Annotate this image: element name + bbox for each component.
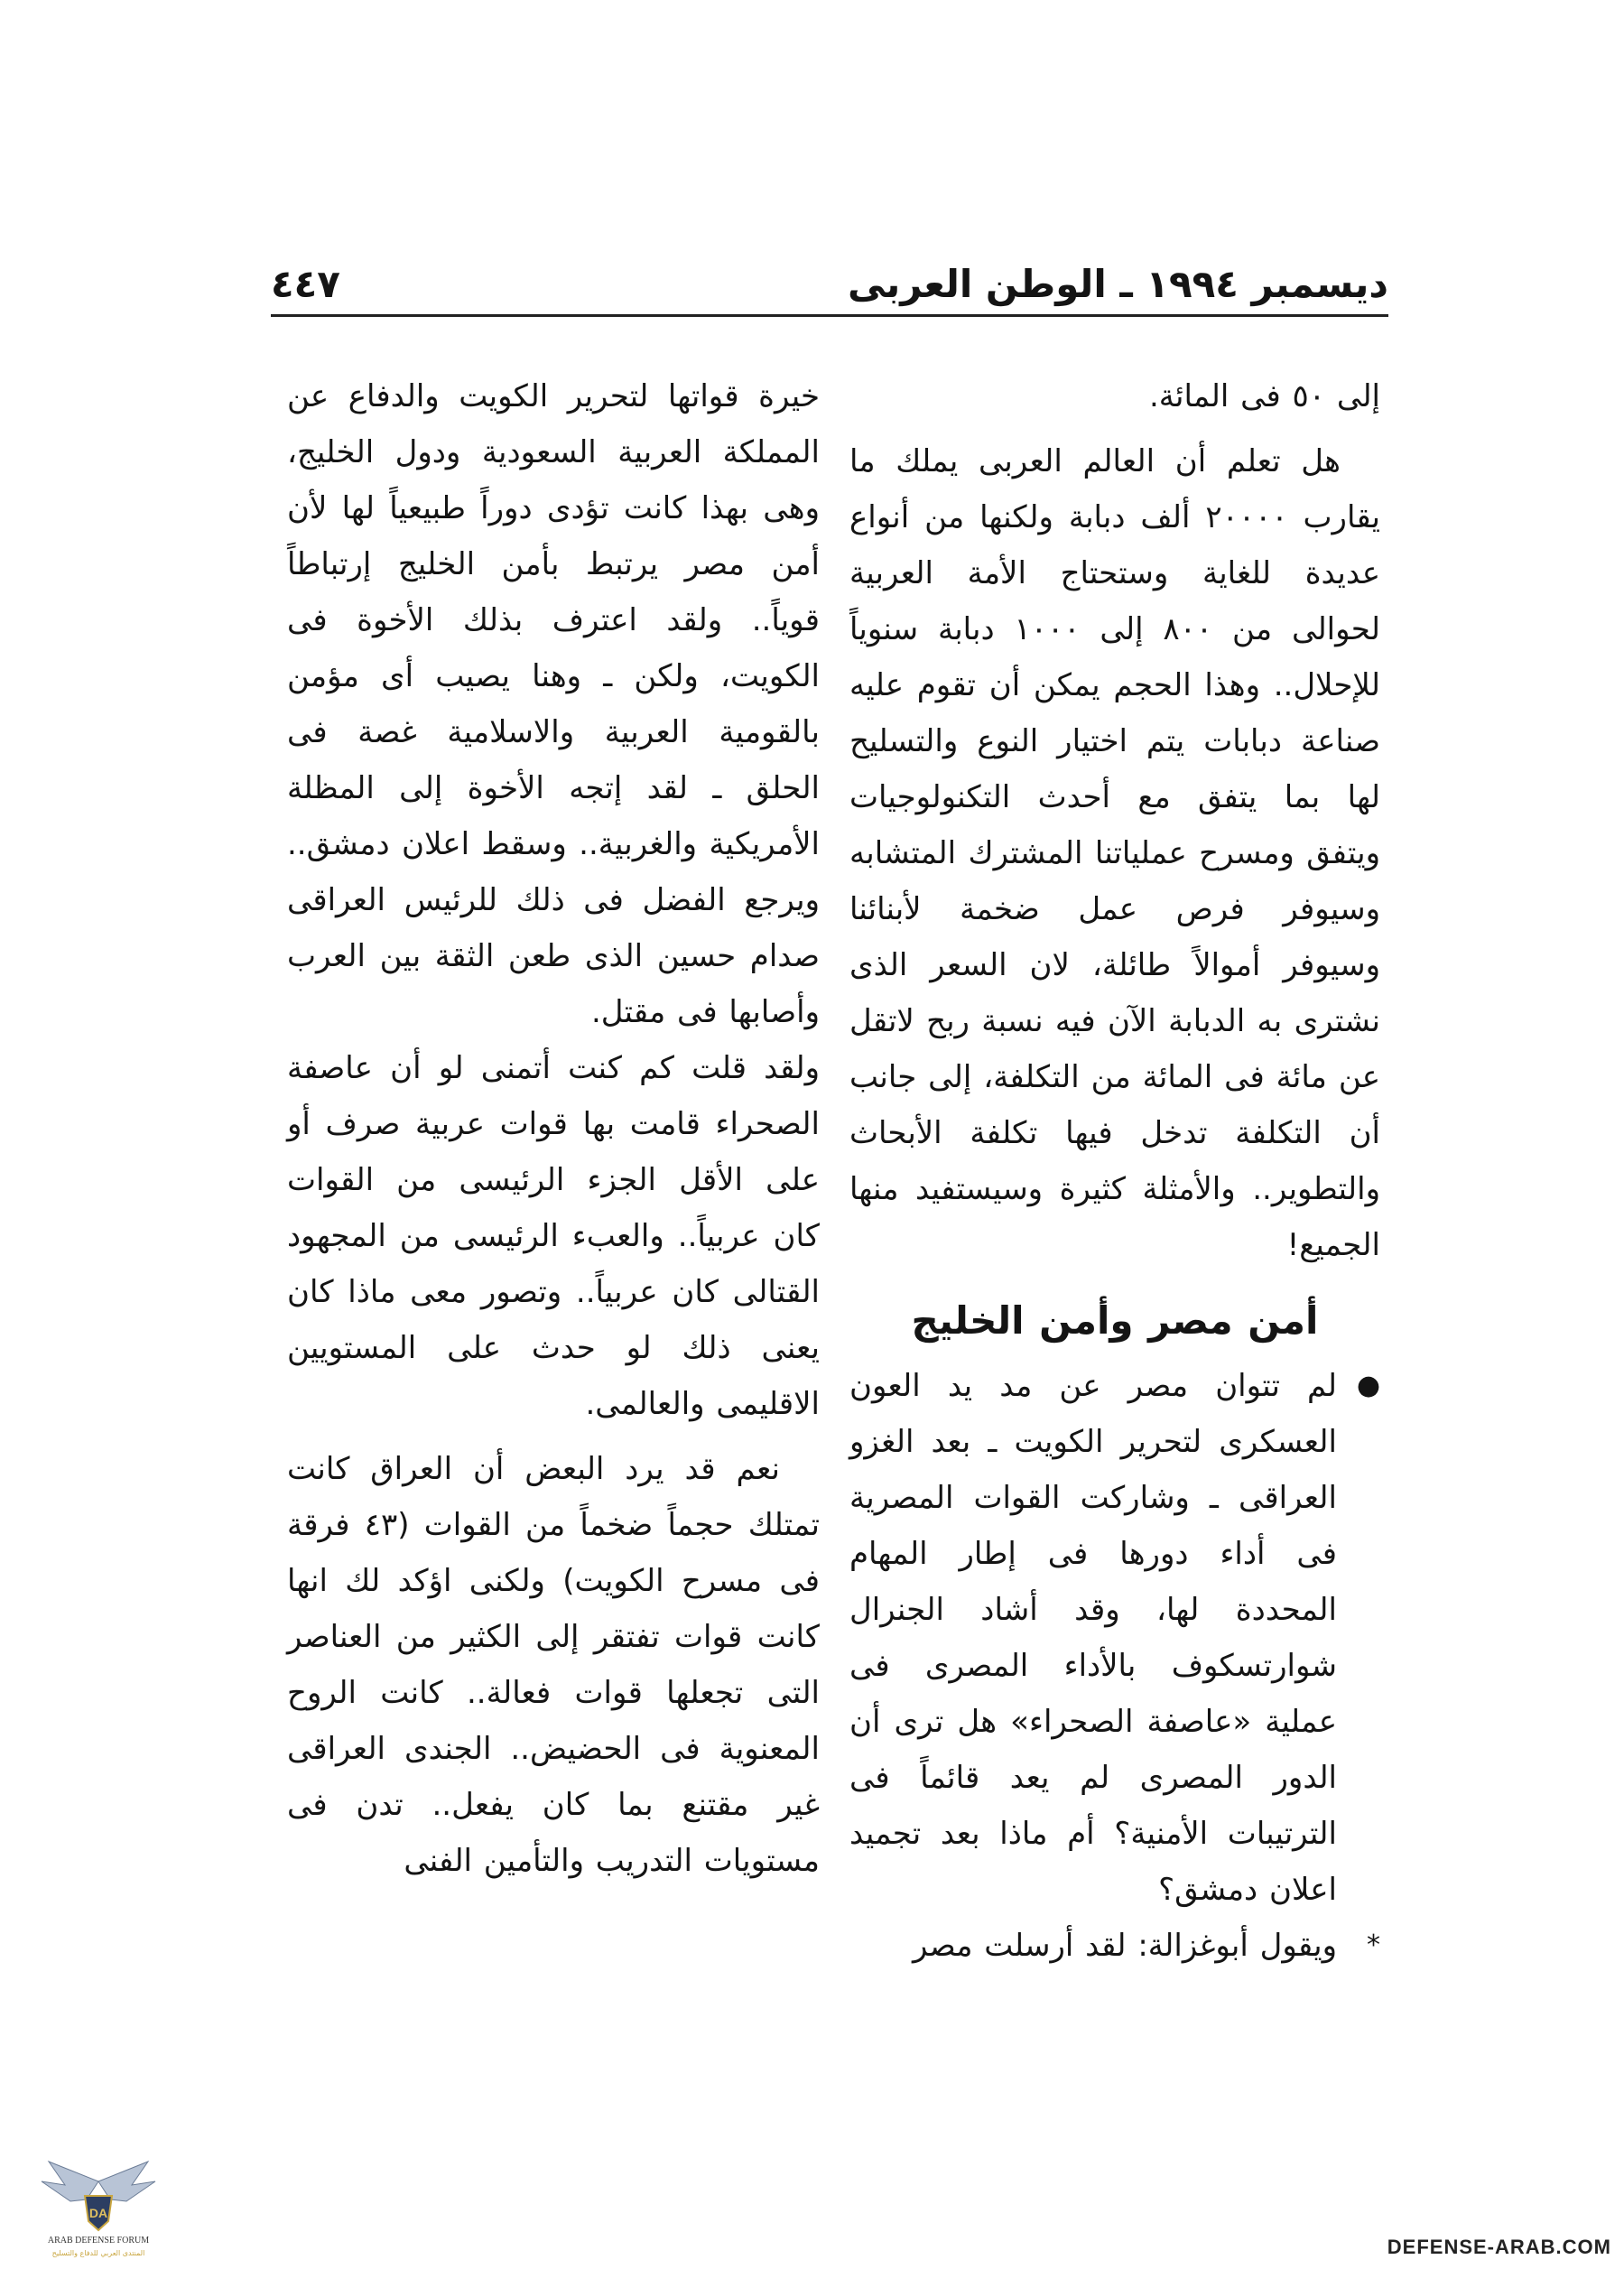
section-heading: أمن مصر وأمن الخليج bbox=[911, 1298, 1319, 1343]
paragraph-continuation: إلى ٥٠ فى المائة. bbox=[1148, 378, 1380, 414]
forum-logo bbox=[31, 2154, 166, 2261]
header-divider bbox=[271, 314, 1388, 317]
logo-arabic: المنتدى العربي للدفاع والتسليح bbox=[51, 2249, 145, 2257]
logo-name: ARAB DEFENSE FORUM bbox=[47, 2236, 150, 2246]
left-column bbox=[287, 368, 820, 1889]
paragraph-gulf-security: خيرة قواتها لتحرير الكويت والدفاع عن المملكة العربية السعودية ودول الخليج، وهى بهذا كانت تؤدى دوراً طبيعياً لها لأن أمن مصر يرتبط بأمن الخليج إرتباطاً قوياً.. ولقد اعترف بذلك الأخوة فى الكويت، ولكن ـ وهنا يصيب أى مؤمن بالقومية العربية والاسلامية غصة فى الحلق ـ لقد إتجه الأخوة إلى المظلة الأمريكية والغربية.. وسقط اعلان دمشق.. ويرجع الفضل فى ذلك للرئيس العراقى صدام حسين الذى طعن الثقة بين العرب وأصابها فى مقتل. bbox=[287, 378, 820, 1030]
running-title: ديسمبر ١٩٩٤ ـ الوطن العربى bbox=[847, 262, 1388, 306]
answer-text: ويقول أبوغزالة: لقد أرسلت مصر bbox=[913, 1928, 1337, 1964]
right-column bbox=[849, 368, 1380, 1974]
question-text: لم تتوان مصر عن مد يد العون العسكرى لتحرير الكويت ـ بعد الغزو العراقى ـ وشاركت القوات المصرية فى أداء دورها فى إطار المهام المحددة لها، وقد أشاد الجنرال شوارتسكوف بالأداء المصرى فى عملية «عاصفة الصحراء» هل ترى أن الدور المصرى لم يعد قائماً فى الترتيبات الأمنية؟ أم ماذا بعد تجميد اعلان دمشق؟ bbox=[849, 1368, 1337, 1908]
paragraph-desert-storm: ولقد قلت كم كنت أتمنى لو أن عاصفة الصحراء قامت بها قوات عربية صرف أو على الأقل الجزء الرئيسى من القوات كان عربياً.. والعبء الرئيسى من المجهود القتالى كان عربياً.. وتصور معى ماذا كان يعنى ذلك لو حدث على المستويين الاقليمى والعالمى. bbox=[287, 1050, 820, 1422]
paragraph-iraq-forces: نعم قد يرد البعض أن العراق كانت تمتلك حجماً ضخماً من القوات (٤٣ فرقة فى مسرح الكويت) ولكنى اؤكد لك انها كانت قوات تفتقر إلى الكثير من العناصر التى تجعلها قوات فعالة.. كانت الروح المعنوية فى الحضيض.. الجندى العراقى غير مقتنع بما كان يفعل.. تدن فى مستويات التدريب والتأمين الفنى bbox=[287, 1451, 820, 1879]
star-icon: * bbox=[1367, 1930, 1380, 1961]
bullet-icon: ● bbox=[1356, 1370, 1380, 1401]
paragraph-tanks: هل تعلم أن العالم العربى يملك ما يقارب ٢٠٠٠٠ ألف دبابة ولكنها من أنواع عديدة للغاية وستحتاج الأمة العربية لحوالى من ٨٠٠ إلى ١٠٠٠ دبابة سنوياً للإحلال.. وهذا الحجم يمكن أن تقوم عليه صناعة دبابات يتم اختيار النوع والتسليح لها بما يتفق مع أحدث التكنولوجيات ويتفق ومسرح عملياتنا المشترك المتشابه وسيوفر فرص عمل ضخمة لأبنائنا وسيوفر أموالاً طائلة، لان السعر الذى نشترى به الدبابة الآن فيه نسبة ربح لاتقل عن مائة فى المائة من التكلفة، إلى جانب أن التكلفة تدخل فيها تكلفة الأبحاث والتطوير.. والأمثلة كثيرة وسيستفيد منها الجميع! bbox=[849, 443, 1380, 1263]
site-url: DEFENSE-ARAB.COM bbox=[1387, 2236, 1611, 2258]
question-paragraph bbox=[849, 1358, 1380, 1918]
logo-initials: DA bbox=[88, 2206, 108, 2220]
page-number: ٤٤٧ bbox=[271, 262, 340, 306]
answer-paragraph bbox=[849, 1918, 1380, 1974]
